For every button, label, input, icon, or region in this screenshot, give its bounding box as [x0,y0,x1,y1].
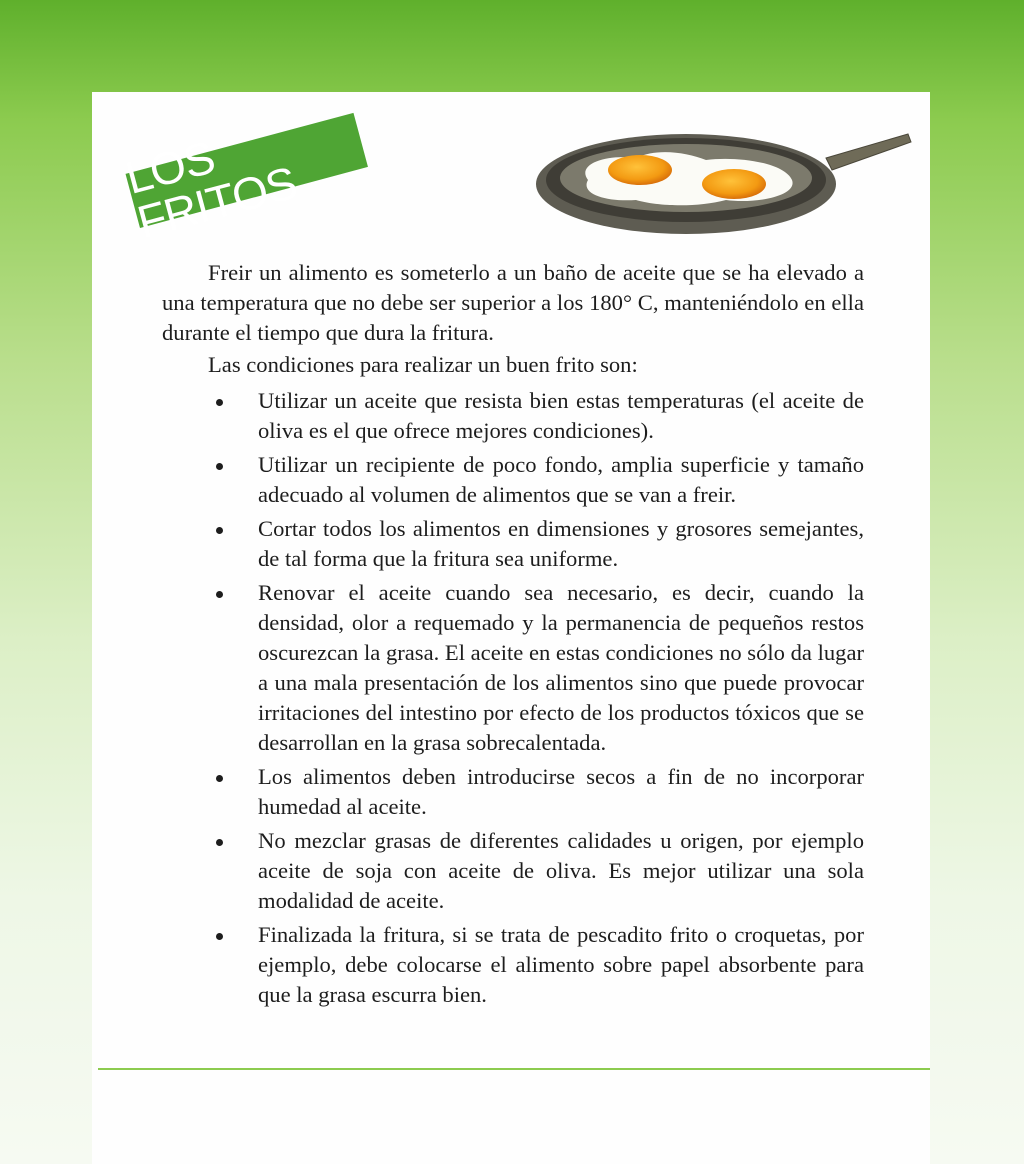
title-badge [120,113,368,249]
list-item: Renovar el aceite cuando sea necesario, es decir, cuando la densidad, olor a requemado y la permanencia de pequeños restos oscurezcan la grasa. El aceite en estas condiciones no sólo da lugar a una mala presentación de los alimentos sino que puede provocar irritaciones del intestino por efecto de los productos tóxicos que se desarrollan en la grasa sobrecalentada. [162,578,864,758]
bullet-icon [216,933,223,940]
frying-pan-eggs-illustration [536,122,916,242]
bullet-icon [216,463,223,470]
conditions-list [162,386,864,1010]
list-item: Los alimentos deben introducirse secos a fin de no incorporar humedad al aceite. [162,762,864,822]
list-item: No mezclar grasas de diferentes calidades u origen, por ejemplo aceite de soja con aceite de oliva. Es mejor utilizar una sola modalidad de aceite. [162,826,864,916]
list-item: Finalizada la fritura, si se trata de pescadito frito o croquetas, por ejemplo, debe colocarse el alimento sobre papel absorbente para que la grasa escurra bien. [162,920,864,1010]
list-item: Cortar todos los alimentos en dimensiones y grosores semejantes, de tal forma que la fritura sea uniforme. [162,514,864,574]
conditions-lead: Las condiciones para realizar un buen frito son: [208,352,638,377]
page-title: LOS FRITOS [120,130,302,249]
bullet-icon [216,591,223,598]
article-body [162,258,864,1014]
bullet-icon [216,839,223,846]
bullet-icon [216,399,223,406]
intro-paragraph: Freir un alimento es someterlo a un baño de aceite que se ha elevado a una temperatura que no debe ser superior a los 180° C, manteniéndolo en ella durante el tiempo que dura la fritura. [162,260,864,345]
list-item: Utilizar un aceite que resista bien estas temperaturas (el aceite de oliva es el que ofrece mejores condiciones). [162,386,864,446]
bullet-icon [216,775,223,782]
bottom-divider [98,1068,930,1070]
list-item: Utilizar un recipiente de poco fondo, amplia superficie y tamaño adecuado al volumen de alimentos que se van a freir. [162,450,864,510]
bullet-icon [216,527,223,534]
page-sheet [92,92,930,1164]
